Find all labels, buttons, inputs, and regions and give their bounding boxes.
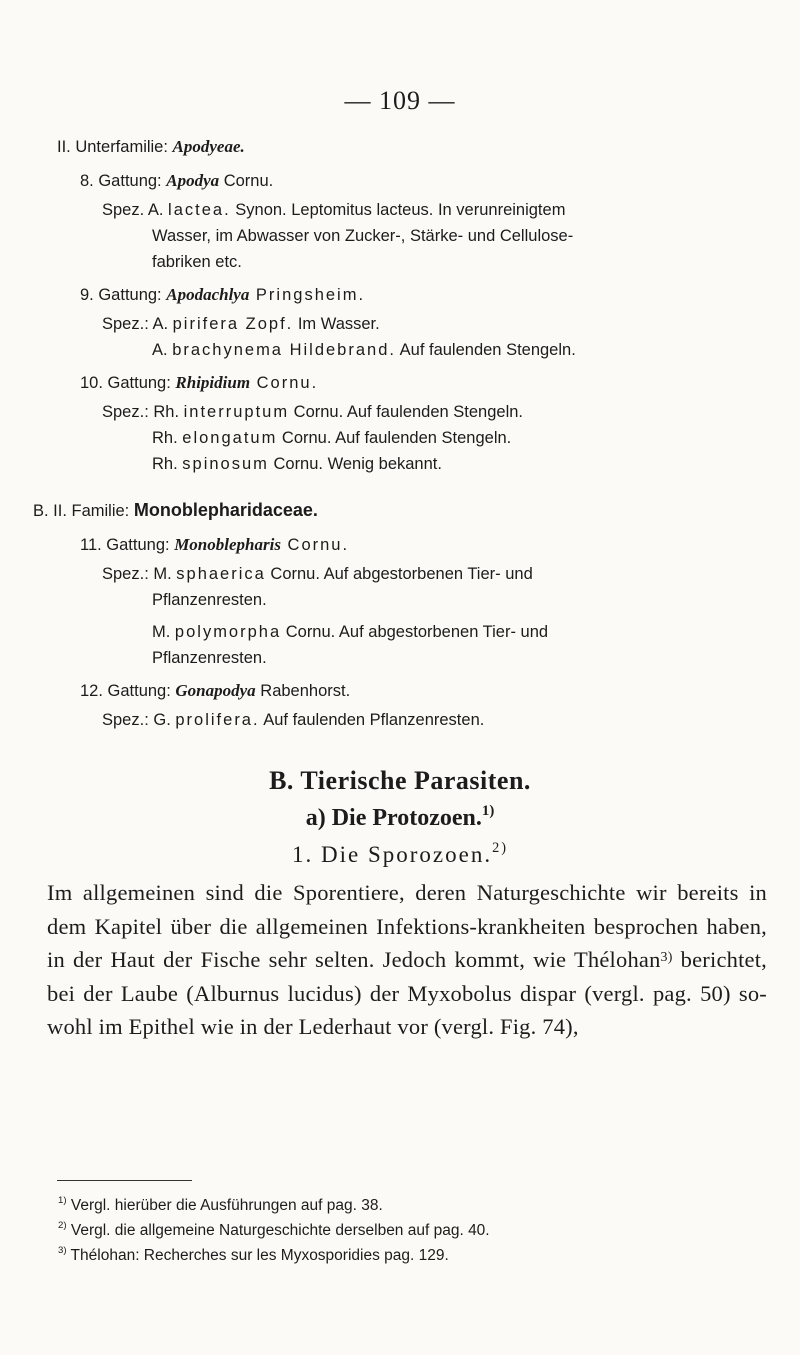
genus-12-heading: 12. Gattung: Gonapodya Rabenhorst. bbox=[80, 681, 351, 700]
footnote-2: $^{2)}$ Vergl. die allgemeine Naturgeschichte derselben auf pag. 40. bbox=[58, 1220, 490, 1239]
genus-8-line2: Wasser, im Abwasser von Zucker-, Stärke- und Cellulose- bbox=[152, 227, 574, 245]
section-heading: B. Tierische Parasiten. bbox=[269, 766, 531, 795]
genus-12-species-1: Spez.: G. prolifera. Auf faulenden Pflanzenresten. bbox=[102, 711, 485, 729]
genus-10-species-2: Rh. elongatum Cornu. Auf faulenden Stengeln. bbox=[152, 429, 512, 447]
footnote-3: $^{3)}$ Thélohan: Recherches sur les Myxosporidies pag. 129. bbox=[58, 1245, 449, 1264]
genus-10-heading: 10. Gattung: Rhipidium Cornu. bbox=[80, 373, 319, 392]
body-paragraph: Im allgemeinen sind die Sporentiere, deren Naturgeschichte wir bereits in dem Kapitel über die allgemeinen Infektions-krankheiten besprochen haben, in der Haut der Fische sehr selten. Jedoch kommt, wie Thélohan$^{3)}$ berichtet, bei der Laube (Alburnus lucidus) der Myxobolus dispar (vergl. pag. 50) so-wohl im Epithel wie in der Lederhaut vor (vergl. Fig. 74), bbox=[47, 880, 767, 1039]
genus-10-species-1: Spez.: Rh. interruptum Cornu. Auf faulenden Stengeln. bbox=[102, 403, 524, 421]
genus-9-heading: 9. Gattung: Apodachlya Pringsheim. bbox=[80, 285, 366, 304]
genus-8-species-a: Spez. A. lactea. Synon. Leptomitus lacteus. In verunreinigtem bbox=[102, 201, 566, 219]
genus-9-species-1: Spez.: A. pirifera Zopf. Im Wasser. bbox=[102, 315, 380, 333]
family-heading: B. II. Familie: Monoblepharidaceae. bbox=[33, 500, 318, 520]
genus-11-species-1: Spez.: M. sphaerica Cornu. Auf abgestorbenen Tier- und bbox=[102, 565, 533, 583]
genus-11-heading: 11. Gattung: Monoblepharis Cornu. bbox=[80, 535, 350, 554]
footnote-rule bbox=[57, 1180, 192, 1181]
genus-8-line3: fabriken etc. bbox=[152, 253, 242, 271]
subsection-heading-1: 1. Die Sporozoen.$^{2)}$ bbox=[292, 840, 508, 867]
genus-10-species-3: Rh. spinosum Cornu. Wenig bekannt. bbox=[152, 455, 442, 473]
genus-8-heading: 8. Gattung: Apodya Cornu. bbox=[80, 171, 274, 190]
footnote-1: $^{1)}$ Vergl. hierüber die Ausführungen auf pag. 38. bbox=[58, 1195, 383, 1214]
genus-11-species-1-line2: Pflanzenresten. bbox=[152, 591, 267, 609]
page-number: — 109 — bbox=[344, 86, 456, 115]
subsection-heading-a: a) Die Protozoen.$^{1)}$ bbox=[305, 803, 495, 831]
genus-9-species-2: A. brachynema Hildebrand. Auf faulenden Stengeln. bbox=[152, 341, 576, 359]
genus-11-species-2: M. polymorpha Cornu. Auf abgestorbenen Tier- und bbox=[152, 623, 549, 641]
subfamily-heading: II. Unterfamilie: Apodyeae. bbox=[57, 137, 245, 156]
genus-11-species-2-line2: Pflanzenresten. bbox=[152, 649, 267, 667]
